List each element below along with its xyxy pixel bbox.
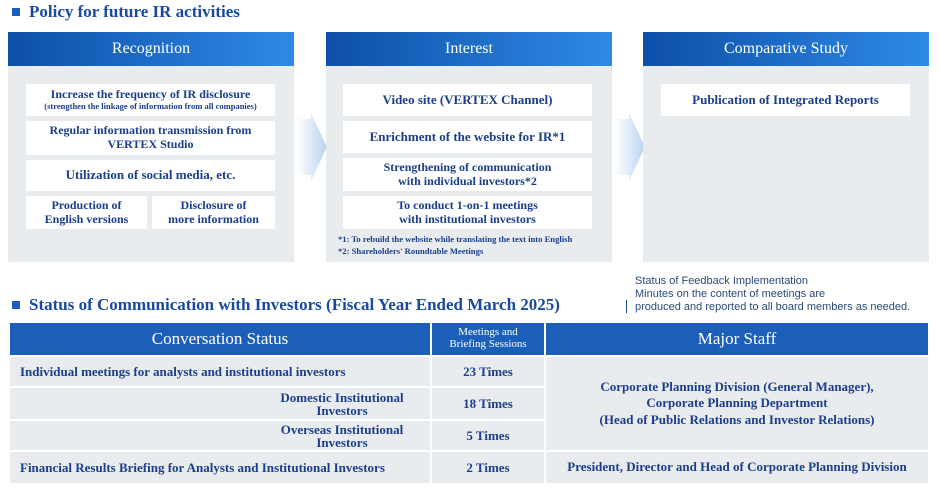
- social-text: Utilization of social media, etc.: [65, 167, 236, 183]
- comparative-header: Comparative Study: [643, 32, 929, 66]
- staff-line-3: (Head of Public Relations and Investor Relations): [599, 411, 875, 427]
- individual-meetings-count: 23 Times: [431, 356, 545, 387]
- communication-text-1: Strengthening of communication: [383, 159, 552, 174]
- sessions-header-1: Meetings and: [458, 326, 518, 339]
- square-bullet-icon: [12, 8, 20, 16]
- policy-title-text: Policy for future IR activities: [29, 2, 240, 21]
- website-text: Enrichment of the website for IR*1: [369, 128, 566, 144]
- square-bullet-icon: [12, 301, 20, 309]
- comparative-column: [643, 32, 929, 262]
- integrated-reports-box: [661, 84, 910, 116]
- staff-line-1: Corporate Planning Division (General Manager),: [600, 379, 874, 395]
- english-box: [26, 196, 147, 229]
- frequency-text: Increase the frequency of IR disclosure: [50, 87, 251, 102]
- overseas-label-2: Investors: [316, 434, 368, 450]
- interest-header: Interest: [326, 32, 612, 66]
- table-row: [10, 451, 928, 483]
- more-info-text-2: more information: [168, 211, 259, 226]
- staff-line-2: Corporate Planning Department: [646, 395, 828, 411]
- integrated-reports-text: Publication of Integrated Reports: [692, 91, 879, 107]
- feedback-note: [635, 275, 910, 315]
- communication-table: [10, 323, 928, 483]
- overseas-count: 5 Times: [431, 420, 545, 451]
- meetings-box: [343, 196, 592, 229]
- major-staff-cell: [545, 356, 928, 451]
- more-info-box: [152, 196, 275, 229]
- meetings-text-2: with institutional investors: [399, 211, 536, 226]
- briefing-count: 2 Times: [431, 451, 545, 483]
- overseas-label-1: Overseas Institutional: [280, 421, 404, 437]
- website-box: [343, 121, 592, 153]
- communication-box: [343, 158, 592, 191]
- video-site-text: Video site (VERTEX Channel): [382, 91, 553, 107]
- communication-title-text: Status of Communication with Investors (Fiscal Year Ended March 2025): [29, 295, 560, 314]
- arrow-right-icon: [615, 113, 645, 181]
- frequency-subtext: (strengthen the linkage of information from all companies): [44, 101, 257, 112]
- meetings-text-1: To conduct 1-on-1 meetings: [397, 197, 538, 212]
- arrow-right-icon: [297, 113, 327, 181]
- recognition-panel: [8, 66, 294, 262]
- overseas-label: [10, 420, 431, 451]
- english-text-2: English versions: [44, 211, 129, 226]
- social-box: [26, 160, 275, 191]
- domestic-count: 18 Times: [431, 387, 545, 420]
- feedback-line-3: produced and reported to all board members as needed.: [635, 301, 911, 314]
- table-row: [10, 356, 928, 387]
- recognition-header: Recognition: [8, 32, 294, 66]
- more-info-text-1: Disclosure of: [180, 197, 247, 212]
- major-staff-header: Major Staff: [545, 323, 928, 356]
- interest-column: [326, 32, 612, 262]
- sessions-header-2: Briefing Sessions: [449, 338, 527, 350]
- policy-title: [12, 2, 240, 22]
- regular-text-1: Regular information transmission from: [49, 123, 252, 138]
- comparative-panel: [643, 66, 929, 262]
- communication-text-2: with individual investors*2: [398, 173, 537, 188]
- domestic-label-2: Investors: [316, 402, 368, 418]
- recognition-column: [8, 32, 294, 262]
- feedback-bar: [626, 300, 627, 313]
- frequency-box: [26, 84, 275, 116]
- regular-box: [26, 121, 275, 155]
- regular-text-2: VERTEX Studio: [107, 137, 194, 151]
- video-site-box: [343, 84, 592, 116]
- english-text-1: Production of: [51, 197, 122, 212]
- domestic-label-1: Domestic Institutional: [280, 389, 404, 405]
- conversation-status-header: Conversation Status: [10, 323, 431, 356]
- table-header-row: [10, 323, 928, 356]
- footnote-2: *2: Shareholders' Roundtable Meetings: [338, 246, 484, 256]
- feedback-line-1: Status of Feedback Implementation: [635, 275, 809, 287]
- sessions-header: [431, 323, 545, 356]
- briefing-staff: President, Director and Head of Corporate Planning Division: [545, 451, 928, 483]
- feedback-line-2: Minutes on the content of meetings are: [635, 288, 826, 301]
- communication-title: [12, 295, 560, 315]
- domestic-label: [10, 387, 431, 420]
- briefing-label: Financial Results Briefing for Analysts and Institutional Investors: [10, 451, 431, 483]
- individual-meetings-label: Individual meetings for analysts and institutional investors: [10, 356, 431, 387]
- footnote-1: *1: To rebuild the website while translating the text into English: [338, 234, 573, 244]
- interest-panel: [326, 66, 612, 262]
